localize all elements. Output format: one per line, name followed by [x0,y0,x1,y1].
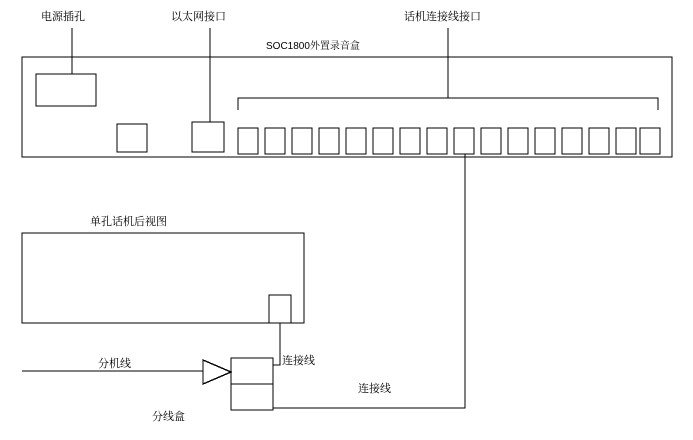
label-splitter-box: 分线盒 [152,411,185,423]
phone-port [616,128,636,154]
label-extension-line: 分机线 [98,358,131,370]
splitter-funnel [203,360,231,384]
phone-port [640,128,660,154]
connect-line-recorder [273,154,465,408]
phone-port [400,128,420,154]
label-phone-line-port: 话机连接线接口 [404,11,481,23]
phone-port [589,128,609,154]
phone-rear-view-body [22,233,304,323]
label-device-title: SOC1800外置录音盒 [266,41,360,52]
phone-port [373,128,393,154]
phone-port [346,128,366,154]
label-phone-rear-view: 单孔话机后视图 [90,216,167,228]
phone-rear-jack [269,295,291,323]
label-connect-line-phone: 连接线 [282,355,315,367]
phone-port [427,128,447,154]
phone-port [292,128,312,154]
label-connect-line-recorder: 连接线 [358,383,391,395]
power-jack [36,74,96,106]
phone-port [238,128,258,154]
phone-port [535,128,555,154]
ethernet-port [192,122,224,152]
phone-port [319,128,339,154]
connect-line-phone [273,323,280,365]
phone-port [481,128,501,154]
phone-port [508,128,528,154]
recorder-body [22,57,672,157]
phone-port-bracket [238,98,658,110]
small-port [117,124,147,152]
phone-port [265,128,285,154]
label-ethernet-port: 以太网接口 [171,11,226,23]
label-power-jack: 电源插孔 [41,11,85,23]
phone-port [454,128,474,154]
phone-port [562,128,582,154]
